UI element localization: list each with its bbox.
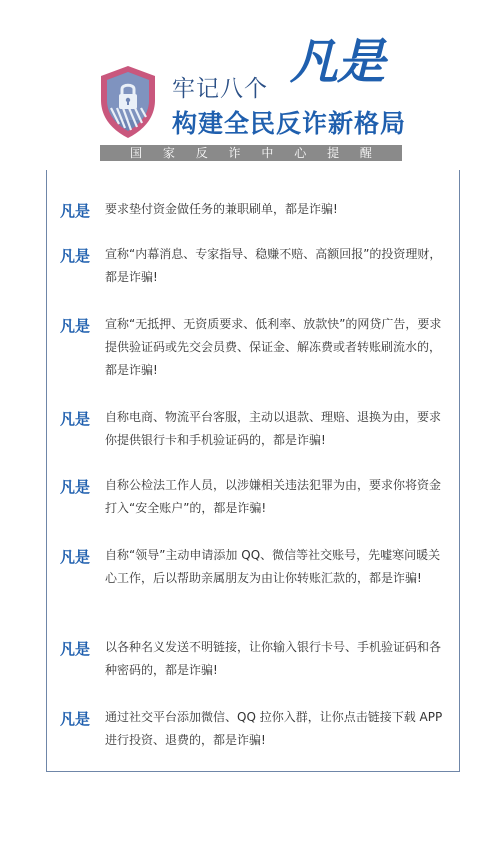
item-marker: 凡是 xyxy=(60,710,91,728)
title-line-1: 牢记八个 xyxy=(172,76,268,102)
item-marker: 凡是 xyxy=(60,317,91,335)
banner-char: 诈 xyxy=(228,146,241,160)
banner-char: 反 xyxy=(195,146,208,160)
banner-char: 国 xyxy=(130,146,143,160)
item-text: 自称公检法工作人员，以涉嫌相关违法犯罪为由，要求你将资金打入“安全账户”的，都是诈骗! xyxy=(105,478,442,515)
title-line-2: 构建全民反诈新格局 xyxy=(172,109,407,138)
item-marker: 凡是 xyxy=(60,640,91,658)
shield-lock-icon xyxy=(97,64,159,140)
item-text: 自称电商、物流平台客服，主动以退款、理赔、退换为由，要求你提供银行卡和手机验证码的，都是诈骗! xyxy=(105,410,442,447)
item-marker: 凡是 xyxy=(60,202,91,220)
item-marker: 凡是 xyxy=(60,478,91,496)
banner-national-anti-fraud-center xyxy=(100,145,402,161)
item-text: 宣称“内幕消息、专家指导、稳赚不赔、高额回报”的投资理财，都是诈骗! xyxy=(105,247,442,284)
title-accent: 凡是 xyxy=(290,34,385,90)
item-text: 宣称“无抵押、无资质要求、低利率、放款快”的网贷广告，要求提供验证码或先交会员费、保证金、解冻费或者转账刷流水的，都是诈骗! xyxy=(105,317,442,377)
banner-char: 心 xyxy=(294,146,307,160)
item-marker: 凡是 xyxy=(60,410,91,428)
item-text: 以各种名义发送不明链接，让你输入银行卡号、手机验证码和各种密码的，都是诈骗! xyxy=(105,640,442,677)
banner-char: 家 xyxy=(162,146,175,160)
banner-char: 醒 xyxy=(359,146,372,160)
banner-char: 中 xyxy=(261,146,274,160)
item-text: 自称“领导”主动申请添加 QQ、微信等社交账号，先嘘寒问暖关心工作，后以帮助亲属朋友为由让你转账汇款的，都是诈骗! xyxy=(105,548,441,585)
banner-char: 提 xyxy=(327,146,340,160)
item-text: 要求垫付资金做任务的兼职刷单，都是诈骗! xyxy=(105,202,338,216)
item-marker: 凡是 xyxy=(60,548,91,566)
item-marker: 凡是 xyxy=(60,247,91,265)
item-text: 通过社交平台添加微信、QQ 拉你入群，让你点击链接下载 APP 进行投资、退费的，都是诈骗! xyxy=(105,710,443,747)
